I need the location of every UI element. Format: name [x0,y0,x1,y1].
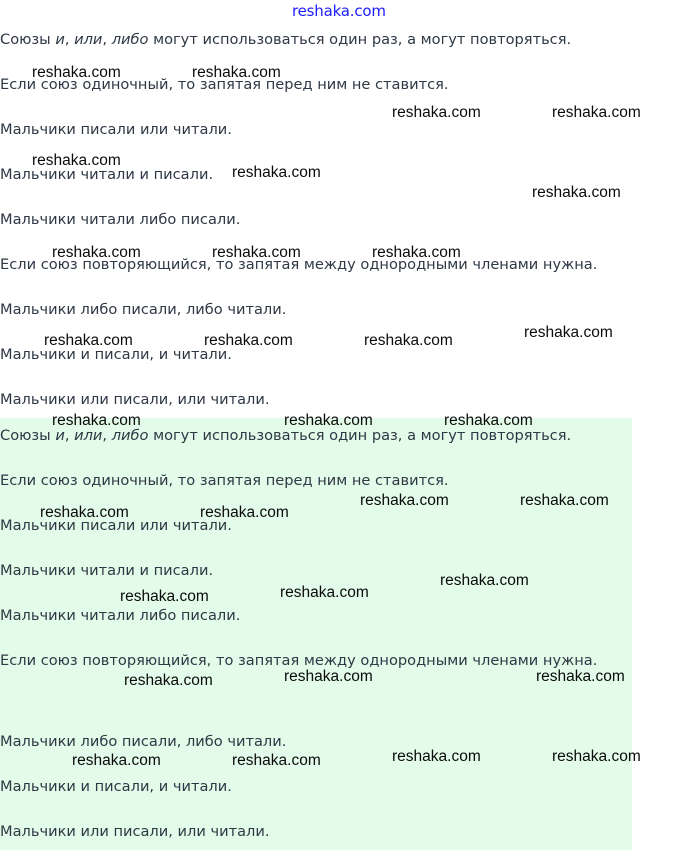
watermark-text: reshaka.com [552,104,641,121]
watermark-text: reshaka.com [364,332,453,349]
watermark-text: reshaka.com [392,104,481,121]
example-sentence: Мальчики и писали, и читали. [0,346,232,363]
watermark-text: reshaka.com [524,324,613,341]
watermark-text: reshaka.com [204,332,293,349]
rule-repeated-conjunction: Если союз повторяющийся, то запятая между однородными членами нужна. [0,256,598,273]
watermark-text: reshaka.com [124,672,213,689]
conjunction-libo: либо [111,427,149,444]
example-sentence: Мальчики читали и писали. [0,562,214,579]
watermark-text: reshaka.com [212,244,301,261]
example-sentence: Мальчики писали или читали. [0,121,232,138]
text: Союзы [0,31,56,48]
conjunction-i: и [55,31,65,48]
watermark-text: reshaka.com [392,748,481,765]
watermark-text: reshaka.com [44,332,133,349]
watermark-text: reshaka.com [536,668,625,685]
separator: , [64,427,75,444]
separator: , [64,31,75,48]
separator: , [102,427,112,444]
watermark-text: reshaka.com [120,588,209,605]
text: Союзы [0,427,56,444]
text: могут использоваться один раз, а могут повторяться. [148,427,572,444]
watermark-text: reshaka.com [52,244,141,261]
watermark-text: reshaka.com [440,572,529,589]
site-logo[interactable]: reshaka.com [292,2,386,20]
example-sentence: Мальчики либо писали, либо читали. [0,733,287,750]
example-sentence: Мальчики читали либо писали. [0,211,241,228]
conjunction-ili: или [74,31,103,48]
watermark-text: reshaka.com [444,412,533,429]
watermark-text: reshaka.com [32,152,121,169]
example-sentence: Мальчики читали либо писали. [0,607,241,624]
watermark-text: reshaka.com [372,244,461,261]
example-sentence: Мальчики и писали, и читали. [0,778,232,795]
rule-single-conjunction: Если союз одиночный, то запятая перед ним не ставится. [0,76,449,93]
watermark-text: reshaka.com [552,748,641,765]
conjunction-ili: или [74,427,103,444]
watermark-text: reshaka.com [32,64,121,81]
example-sentence: Мальчики или писали, или читали. [0,823,270,840]
example-sentence: Мальчики писали или читали. [0,517,232,534]
watermark-text: reshaka.com [360,492,449,509]
watermark-text: reshaka.com [52,412,141,429]
watermark-text: reshaka.com [192,64,281,81]
separator: , [102,31,112,48]
watermark-text: reshaka.com [532,184,621,201]
rule-repeated-conjunction: Если союз повторяющийся, то запятая между однородными членами нужна. [0,652,598,669]
example-sentence: Мальчики читали и писали. [0,166,214,183]
watermark-text: reshaka.com [72,752,161,769]
rule-single-conjunction: Если союз одиночный, то запятая перед ним не ставится. [0,472,449,489]
watermark-text: reshaka.com [284,412,373,429]
watermark-text: reshaka.com [520,492,609,509]
rule-paragraph-conjunctions [0,31,571,49]
example-sentence: Мальчики или писали, или читали. [0,391,270,408]
watermark-text: reshaka.com [232,752,321,769]
watermark-text: reshaka.com [284,668,373,685]
watermark-text: reshaka.com [40,504,129,521]
watermark-text: reshaka.com [280,584,369,601]
example-sentence: Мальчики либо писали, либо читали. [0,301,287,318]
watermark-text: reshaka.com [232,164,321,181]
conjunction-libo: либо [111,31,149,48]
watermark-text: reshaka.com [200,504,289,521]
text: могут использоваться один раз, а могут повторяться. [148,31,572,48]
conjunction-i: и [55,427,65,444]
